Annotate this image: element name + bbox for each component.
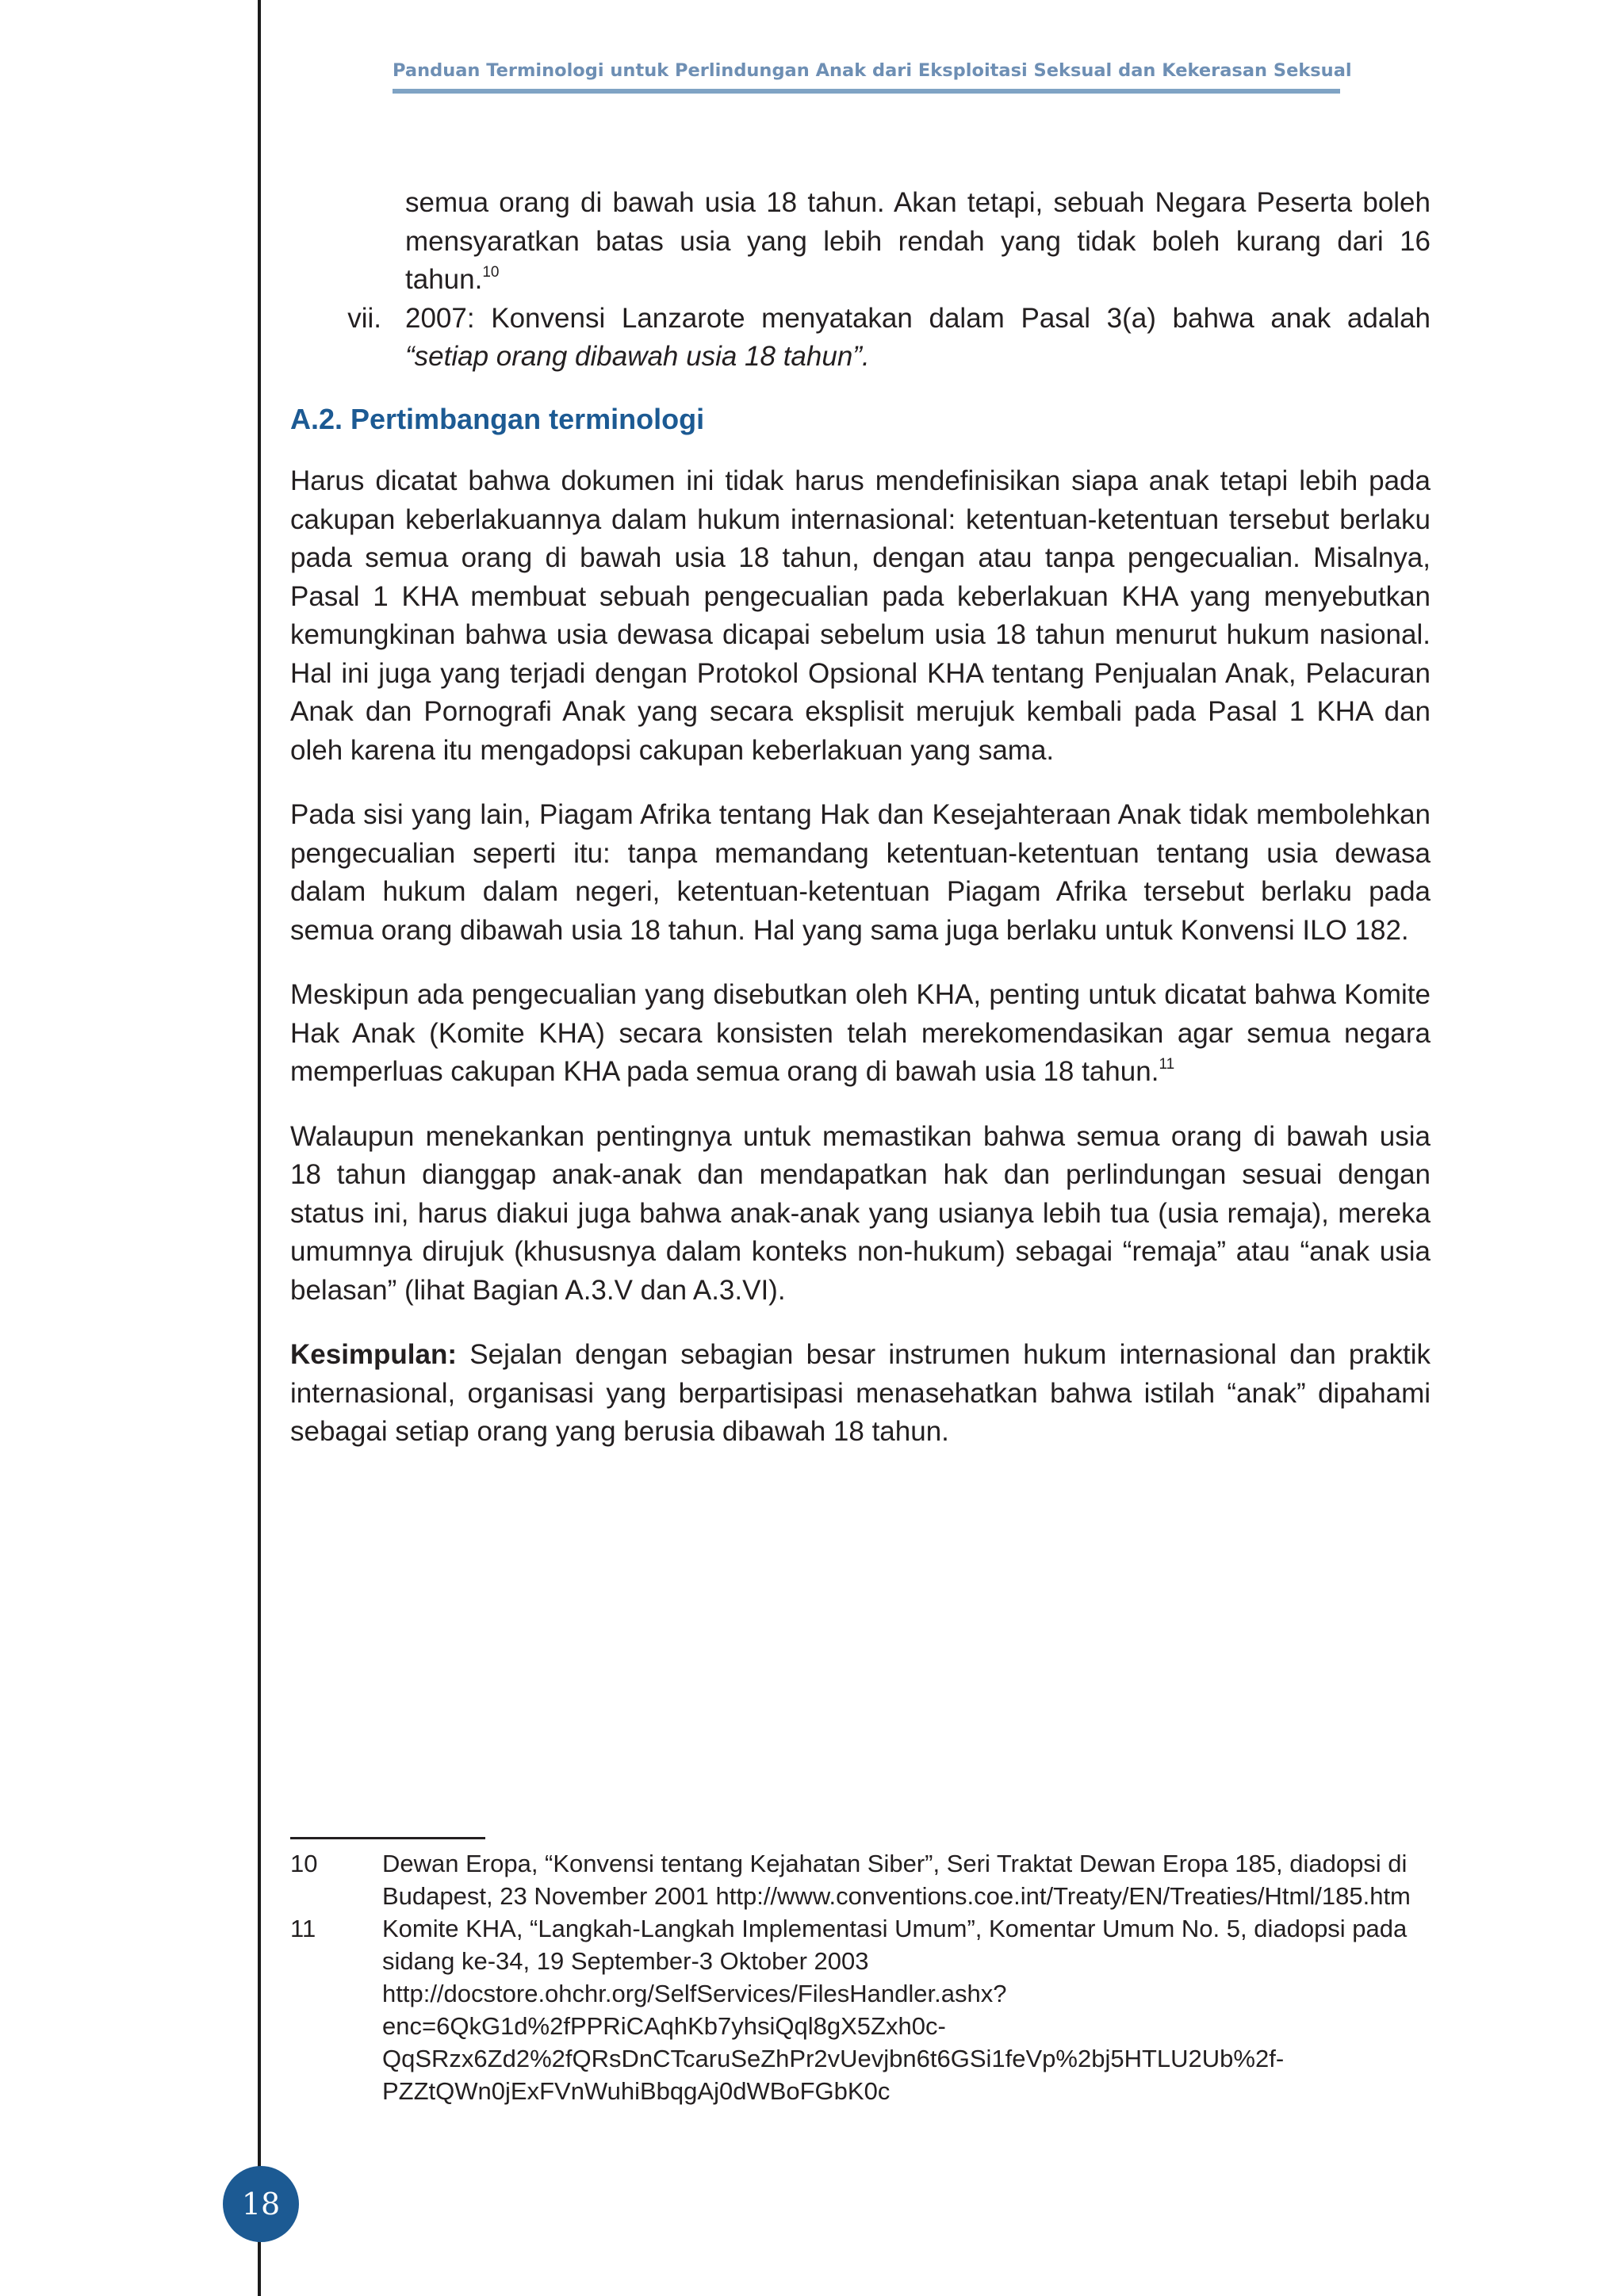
conclusion-text: Sejalan dengan sebagian besar instrumen hukum internasional dan praktik internasional, organisasi yang berpartisipasi menasehatkan bahwa istilah “anak” dipahami sebagai setiap orang yang berusia dibawah 18 tahun.	[290, 1339, 1431, 1447]
paragraph-1: Harus dicatat bahwa dokumen ini tidak harus mendefinisikan siapa anak tetapi lebih pada cakupan keberlakuannya dalam hukum internasional: ketentuan-ketentuan tersebut berlaku pada semua orang di bawah usia 18 tahun, dengan atau tanpa pengecualian. Misalnya, Pasal 1 KHA membuat sebuah pengecualian pada keberlakuan KHA yang menyebutkan kemungkinan bahwa usia dewasa dicapai sebelum usia 18 tahun menurut hukum nasional. Hal ini juga yang terjadi dengan Protokol Opsional KHA tentang Penjualan Anak, Pelacuran Anak dan Pornografi Anak yang secara eksplisit merujuk kembali pada Pasal 1 KHA dan oleh karena itu mengadopsi cakupan keberlakuan yang sama.	[290, 465, 1431, 766]
running-header: Panduan Terminologi untuk Perlindungan Anak dari Eksploitasi Seksual dan Kekerasan Seksual	[393, 60, 1352, 81]
footnote-10	[290, 1847, 1432, 1912]
continued-list-item	[405, 184, 1431, 300]
section-heading: A.2. Pertimbangan terminologi	[290, 402, 705, 435]
paragraph-3	[290, 976, 1431, 1092]
continued-item-text: semua orang di bawah usia 18 tahun. Akan tetapi, sebuah Negara Peserta boleh mensyaratkan batas usia yang lebih rendah yang tidak boleh kurang dari 16 tahun.	[405, 187, 1431, 295]
list-item-text	[405, 300, 1431, 377]
conclusion-paragraph	[290, 1336, 1431, 1452]
footnote-number: 10	[290, 1850, 318, 1877]
footnote-number: 11	[290, 1915, 316, 1942]
list-item-vii-text: 2007: Konvensi Lanzarote menyatakan dalam Pasal 3(a) bahwa anak adalah	[405, 302, 1431, 334]
footnote-text: Dewan Eropa, “Konvensi tentang Kejahatan Siber”, Seri Traktat Dewan Eropa 185, diadopsi di Budapest, 23 November 2001 http://www.conventions.coe.int/Treaty/EN/Treaties/Html/185.htm	[382, 1850, 1411, 1910]
page-number-badge: 18	[223, 2166, 299, 2242]
footnotes	[290, 1847, 1432, 2107]
list-numeral: vii.	[347, 302, 381, 334]
footnote-ref-11[interactable]: 11	[1159, 1056, 1175, 1073]
footnote-text: Komite KHA, “Langkah-Langkah Implementasi Umum”, Komentar Umum No. 5, diadopsi pada sidang ke-34, 19 September-3 Oktober 2003 http://docstore.ohchr.org/SelfServices/FilesHandler.ashx?enc=6QkG1d%2fPPRiCAqhKb7yhsiQql8gX5Zxh0c-QqSRzx6Zd2%2fQRsDnCTcaruSeZhPr2vUevjbn6t6GSi1feVp%2bj5HTLU2Ub%2f-PZZtQWn0jExFVnWuhiBbqgAj0dWBoFGbK0c	[382, 1915, 1408, 2105]
main-content	[290, 184, 1431, 1478]
conclusion-label: Kesimpulan:	[290, 1339, 458, 1370]
footnote-11	[290, 1912, 1432, 2107]
paragraph-4: Walaupun menekankan pentingnya untuk memastikan bahwa semua orang di bawah usia 18 tahun dianggap anak-anak dan mendapatkan hak dan perlindungan sesuai dengan status ini, harus diakui juga bahwa anak-anak yang usianya lebih tua (usia remaja), mereka umumnya dirujuk (khususnya dalam konteks non-hukum) sebagai “remaja” atau “anak usia belasan” (lihat Bagian A.3.V dan A.3.VI).	[290, 1120, 1431, 1306]
header-rule	[393, 89, 1340, 94]
footnote-separator	[290, 1837, 485, 1839]
paragraph-2: Pada sisi yang lain, Piagam Afrika tentang Hak dan Kesejahteraan Anak tidak membolehkan pengecualian seperti itu: tanpa memandang ketentuan-ketentuan tentang usia dewasa dalam hukum dalam negeri, ketentuan-ketentuan Piagam Afrika tersebut berlaku pada semua orang dibawah usia 18 tahun. Hal yang sama juga berlaku untuk Konvensi ILO 182.	[290, 799, 1431, 946]
list-item-vii-quote: “setiap orang dibawah usia 18 tahun”.	[405, 341, 870, 372]
list-item-vii	[290, 300, 1431, 377]
left-margin-rule	[258, 0, 261, 2296]
paragraph-3-text: Meskipun ada pengecualian yang disebutkan oleh KHA, penting untuk dicatat bahwa Komite Hak Anak (Komite KHA) secara konsisten telah merekomendasikan agar semua negara memperluas cakupan KHA pada semua orang di bawah usia 18 tahun.	[290, 979, 1431, 1087]
footnote-ref-10[interactable]: 10	[482, 264, 500, 281]
